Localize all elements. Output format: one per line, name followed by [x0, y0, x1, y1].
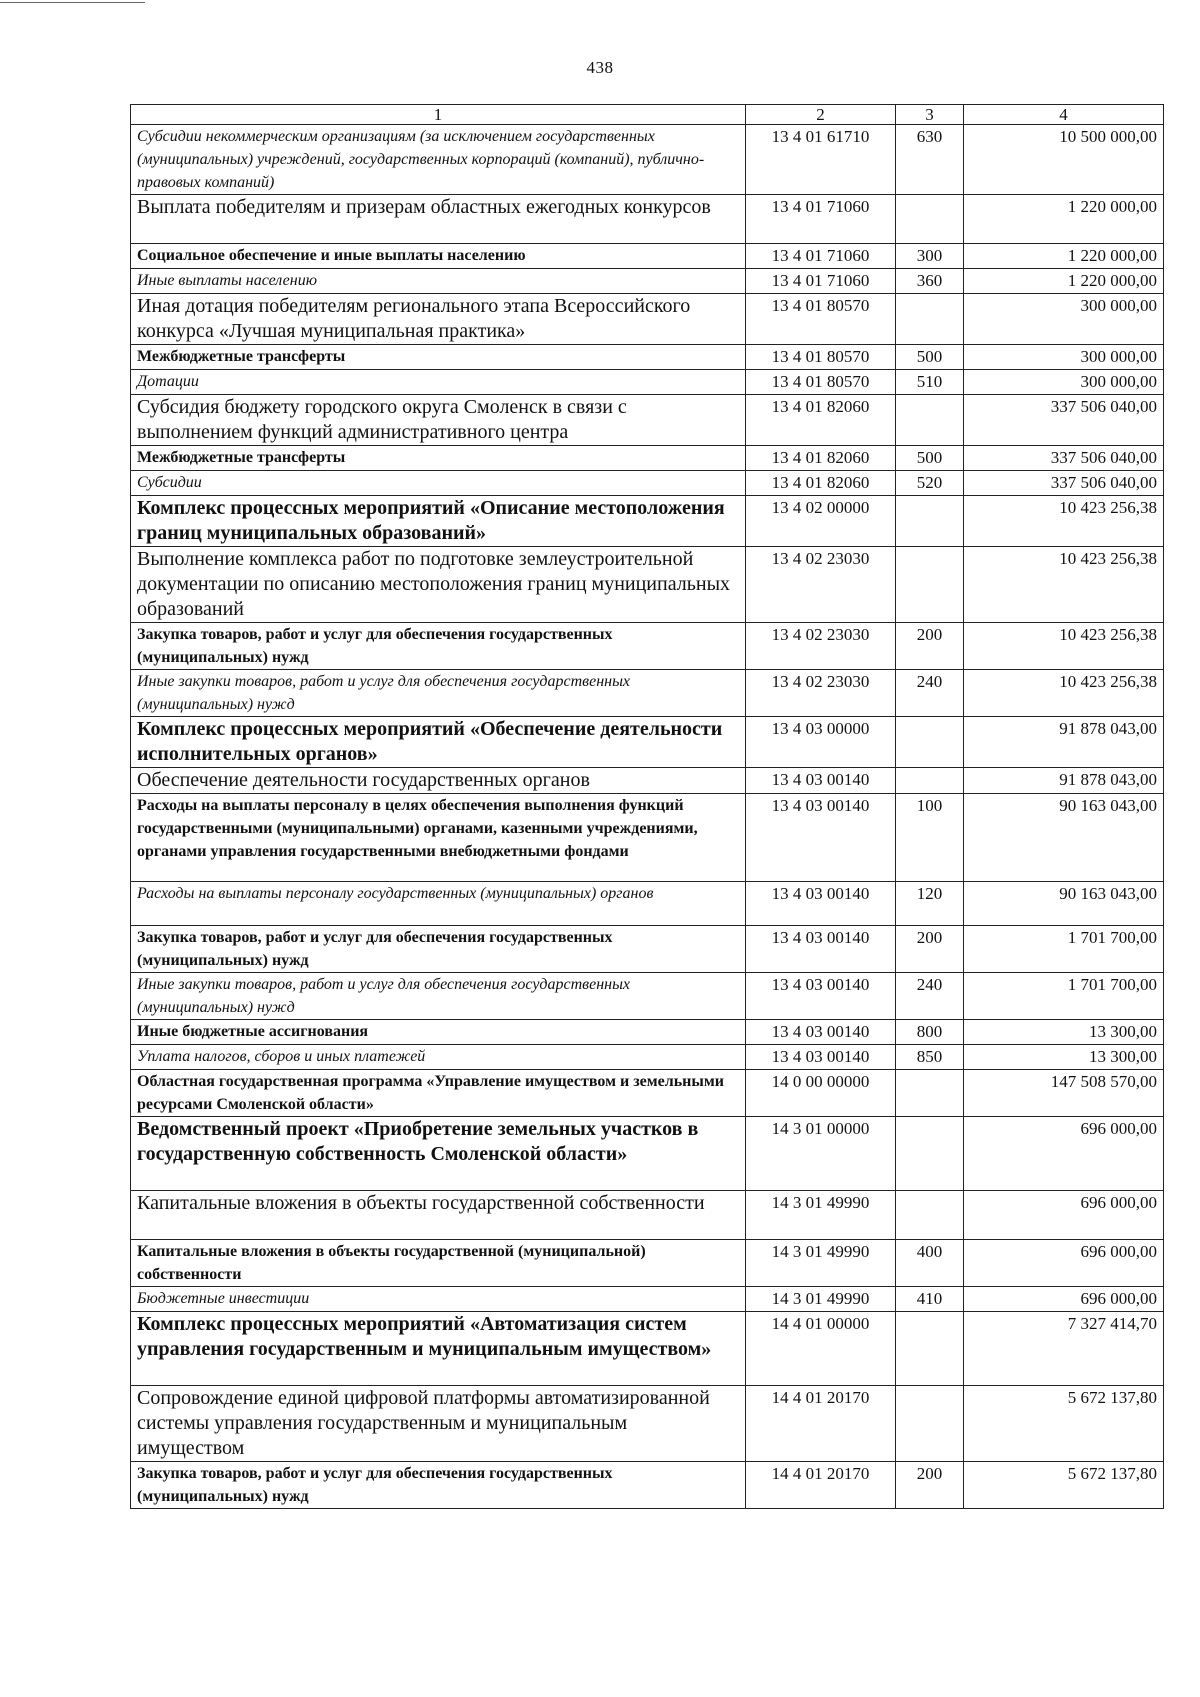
table-row — [131, 882, 1164, 926]
row-kvr-cell — [896, 768, 964, 794]
table-row — [131, 496, 1164, 547]
header-cell-4: 4 — [964, 105, 1164, 125]
row-code-cell: 13 4 01 82060 — [746, 471, 896, 496]
table-row — [131, 269, 1164, 294]
row-kvr-cell: 400 — [896, 1240, 964, 1287]
row-sum-cell: 300 000,00 — [964, 370, 1164, 395]
table-row — [131, 1191, 1164, 1240]
row-sum-cell: 337 506 040,00 — [964, 471, 1164, 496]
table-row — [131, 717, 1164, 768]
row-sum-cell: 10 500 000,00 — [964, 125, 1164, 195]
row-name-cell: Закупка товаров, работ и услуг для обеспечения государственных (муниципальных) нужд — [131, 926, 746, 973]
row-sum-cell: 147 508 570,00 — [964, 1070, 1164, 1117]
table-row — [131, 395, 1164, 446]
row-name-cell: Сопровождение единой цифровой платформы автоматизированной системы управления государственным и муниципальным имуществом — [131, 1386, 746, 1462]
table-row — [131, 195, 1164, 244]
table-row — [131, 125, 1164, 195]
row-sum-cell: 1 220 000,00 — [964, 195, 1164, 244]
row-name-cell: Уплата налогов, сборов и иных платежей — [131, 1045, 746, 1070]
row-sum-cell: 696 000,00 — [964, 1117, 1164, 1191]
row-kvr-cell: 300 — [896, 244, 964, 269]
row-kvr-cell: 510 — [896, 370, 964, 395]
row-sum-cell: 337 506 040,00 — [964, 446, 1164, 471]
row-name-cell: Выплата победителям и призерам областных ежегодных конкурсов — [131, 195, 746, 244]
row-kvr-cell: 360 — [896, 269, 964, 294]
row-kvr-cell: 630 — [896, 125, 964, 195]
row-code-cell: 14 0 00 00000 — [746, 1070, 896, 1117]
row-sum-cell: 300 000,00 — [964, 294, 1164, 345]
row-name-cell: Капитальные вложения в объекты государственной (муниципальной) собственности — [131, 1240, 746, 1287]
row-name-cell: Комплекс процессных мероприятий «Обеспечение деятельности исполнительных органов» — [131, 717, 746, 768]
row-code-cell: 13 4 02 00000 — [746, 496, 896, 547]
row-kvr-cell — [896, 1312, 964, 1386]
row-kvr-cell: 200 — [896, 623, 964, 670]
table-row — [131, 1240, 1164, 1287]
row-code-cell: 13 4 03 00140 — [746, 1045, 896, 1070]
row-name-cell: Иные закупки товаров, работ и услуг для обеспечения государственных (муниципальных) нужд — [131, 670, 746, 717]
table-row — [131, 926, 1164, 973]
table-row — [131, 670, 1164, 717]
row-sum-cell: 5 672 137,80 — [964, 1462, 1164, 1509]
table-row — [131, 1312, 1164, 1386]
row-code-cell: 13 4 03 00140 — [746, 1020, 896, 1045]
row-sum-cell: 10 423 256,38 — [964, 496, 1164, 547]
row-code-cell: 14 3 01 49990 — [746, 1240, 896, 1287]
row-code-cell: 13 4 01 80570 — [746, 370, 896, 395]
row-code-cell: 13 4 01 71060 — [746, 195, 896, 244]
row-name-cell: Обеспечение деятельности государственных органов — [131, 768, 746, 794]
header-cell-2: 2 — [746, 105, 896, 125]
row-code-cell: 13 4 02 23030 — [746, 670, 896, 717]
budget-table — [130, 104, 1164, 1509]
row-name-cell: Ведомственный проект «Приобретение земельных участков в государственную собственность Смоленской области» — [131, 1117, 746, 1191]
row-sum-cell: 1 701 700,00 — [964, 973, 1164, 1020]
table-row — [131, 471, 1164, 496]
row-code-cell: 14 3 01 00000 — [746, 1117, 896, 1191]
row-kvr-cell — [896, 1070, 964, 1117]
row-code-cell: 13 4 01 80570 — [746, 345, 896, 370]
row-sum-cell: 10 423 256,38 — [964, 670, 1164, 717]
row-code-cell: 13 4 03 00140 — [746, 794, 896, 882]
table-row — [131, 768, 1164, 794]
table-row — [131, 294, 1164, 345]
row-sum-cell: 7 327 414,70 — [964, 1312, 1164, 1386]
row-name-cell: Областная государственная программа «Управление имуществом и земельными ресурсами Смоленской области» — [131, 1070, 746, 1117]
row-code-cell: 13 4 01 71060 — [746, 244, 896, 269]
corner-line — [0, 2, 145, 3]
row-kvr-cell: 240 — [896, 973, 964, 1020]
table-row — [131, 1287, 1164, 1312]
row-sum-cell: 1 701 700,00 — [964, 926, 1164, 973]
row-kvr-cell: 200 — [896, 926, 964, 973]
row-sum-cell: 90 163 043,00 — [964, 794, 1164, 882]
row-name-cell: Дотации — [131, 370, 746, 395]
row-code-cell: 13 4 03 00140 — [746, 882, 896, 926]
row-kvr-cell: 120 — [896, 882, 964, 926]
row-name-cell: Комплекс процессных мероприятий «Описание местоположения границ муниципальных образований» — [131, 496, 746, 547]
row-name-cell: Субсидии некоммерческим организациям (за исключением государственных (муниципальных) учреждений, государственных корпораций (компаний), публично-правовых компаний) — [131, 125, 746, 195]
table-row — [131, 973, 1164, 1020]
row-sum-cell: 13 300,00 — [964, 1045, 1164, 1070]
row-kvr-cell — [896, 395, 964, 446]
row-kvr-cell: 500 — [896, 446, 964, 471]
row-sum-cell: 696 000,00 — [964, 1287, 1164, 1312]
budget-table-body — [131, 105, 1164, 1509]
row-name-cell: Иные закупки товаров, работ и услуг для обеспечения государственных (муниципальных) нужд — [131, 973, 746, 1020]
row-kvr-cell: 200 — [896, 1462, 964, 1509]
header-cell-1: 1 — [131, 105, 746, 125]
table-row — [131, 1117, 1164, 1191]
row-sum-cell: 1 220 000,00 — [964, 244, 1164, 269]
row-code-cell: 14 4 01 00000 — [746, 1312, 896, 1386]
row-code-cell: 14 4 01 20170 — [746, 1462, 896, 1509]
row-name-cell: Иные выплаты населению — [131, 269, 746, 294]
row-sum-cell: 300 000,00 — [964, 345, 1164, 370]
row-name-cell: Расходы на выплаты персоналу в целях обеспечения выполнения функций государственными (муниципальными) органами, казенными учреждениями, органами управления государственными внебюджетными фондами — [131, 794, 746, 882]
row-sum-cell: 696 000,00 — [964, 1240, 1164, 1287]
table-row — [131, 345, 1164, 370]
row-code-cell: 13 4 02 23030 — [746, 623, 896, 670]
table-row — [131, 547, 1164, 623]
row-kvr-cell: 100 — [896, 794, 964, 882]
row-sum-cell: 91 878 043,00 — [964, 717, 1164, 768]
row-kvr-cell — [896, 294, 964, 345]
table-row — [131, 1386, 1164, 1462]
row-name-cell: Закупка товаров, работ и услуг для обеспечения государственных (муниципальных) нужд — [131, 623, 746, 670]
table-row — [131, 446, 1164, 471]
row-kvr-cell: 850 — [896, 1045, 964, 1070]
row-sum-cell: 13 300,00 — [964, 1020, 1164, 1045]
page-number: 438 — [586, 58, 614, 77]
row-code-cell: 13 4 03 00140 — [746, 973, 896, 1020]
row-sum-cell: 10 423 256,38 — [964, 547, 1164, 623]
row-name-cell: Иная дотация победителям регионального этапа Всероссийского конкурса «Лучшая муниципальная практика» — [131, 294, 746, 345]
row-kvr-cell — [896, 1117, 964, 1191]
row-kvr-cell: 500 — [896, 345, 964, 370]
row-code-cell: 14 4 01 20170 — [746, 1386, 896, 1462]
row-name-cell: Расходы на выплаты персоналу государственных (муниципальных) органов — [131, 882, 746, 926]
table-row — [131, 370, 1164, 395]
row-code-cell: 13 4 03 00000 — [746, 717, 896, 768]
row-kvr-cell — [896, 717, 964, 768]
row-code-cell: 13 4 01 82060 — [746, 395, 896, 446]
row-name-cell: Бюджетные инвестиции — [131, 1287, 746, 1312]
row-kvr-cell — [896, 195, 964, 244]
table-row — [131, 1020, 1164, 1045]
table-row — [131, 1045, 1164, 1070]
row-code-cell: 13 4 03 00140 — [746, 768, 896, 794]
row-sum-cell: 10 423 256,38 — [964, 623, 1164, 670]
row-kvr-cell: 800 — [896, 1020, 964, 1045]
table-row — [131, 623, 1164, 670]
row-name-cell: Иные бюджетные ассигнования — [131, 1020, 746, 1045]
row-sum-cell: 1 220 000,00 — [964, 269, 1164, 294]
row-name-cell: Закупка товаров, работ и услуг для обеспечения государственных (муниципальных) нужд — [131, 1462, 746, 1509]
row-kvr-cell: 410 — [896, 1287, 964, 1312]
row-code-cell: 14 3 01 49990 — [746, 1287, 896, 1312]
row-name-cell: Социальное обеспечение и иные выплаты населению — [131, 244, 746, 269]
row-code-cell: 13 4 01 71060 — [746, 269, 896, 294]
row-code-cell: 13 4 01 80570 — [746, 294, 896, 345]
row-code-cell: 13 4 01 82060 — [746, 446, 896, 471]
row-name-cell: Межбюджетные трансферты — [131, 446, 746, 471]
row-sum-cell: 337 506 040,00 — [964, 395, 1164, 446]
table-row — [131, 1462, 1164, 1509]
header-cell-3: 3 — [896, 105, 964, 125]
row-sum-cell: 5 672 137,80 — [964, 1386, 1164, 1462]
row-name-cell: Субсидии — [131, 471, 746, 496]
row-name-cell: Капитальные вложения в объекты государственной собственности — [131, 1191, 746, 1240]
header-row — [131, 105, 1164, 125]
row-name-cell: Выполнение комплекса работ по подготовке землеустроительной документации по описанию местоположения границ муниципальных образований — [131, 547, 746, 623]
row-name-cell: Комплекс процессных мероприятий «Автоматизация систем управления государственным и муниципальным имуществом» — [131, 1312, 746, 1386]
row-kvr-cell — [896, 547, 964, 623]
row-name-cell: Межбюджетные трансферты — [131, 345, 746, 370]
row-sum-cell: 696 000,00 — [964, 1191, 1164, 1240]
row-code-cell: 13 4 03 00140 — [746, 926, 896, 973]
row-sum-cell: 90 163 043,00 — [964, 882, 1164, 926]
row-name-cell: Субсидия бюджету городского округа Смоленск в связи с выполнением функций административного центра — [131, 395, 746, 446]
table-row — [131, 1070, 1164, 1117]
table-row — [131, 244, 1164, 269]
row-kvr-cell: 520 — [896, 471, 964, 496]
row-kvr-cell — [896, 1386, 964, 1462]
table-row — [131, 794, 1164, 882]
row-kvr-cell: 240 — [896, 670, 964, 717]
row-kvr-cell — [896, 1191, 964, 1240]
row-sum-cell: 91 878 043,00 — [964, 768, 1164, 794]
row-code-cell: 14 3 01 49990 — [746, 1191, 896, 1240]
row-code-cell: 13 4 01 61710 — [746, 125, 896, 195]
row-code-cell: 13 4 02 23030 — [746, 547, 896, 623]
row-kvr-cell — [896, 496, 964, 547]
